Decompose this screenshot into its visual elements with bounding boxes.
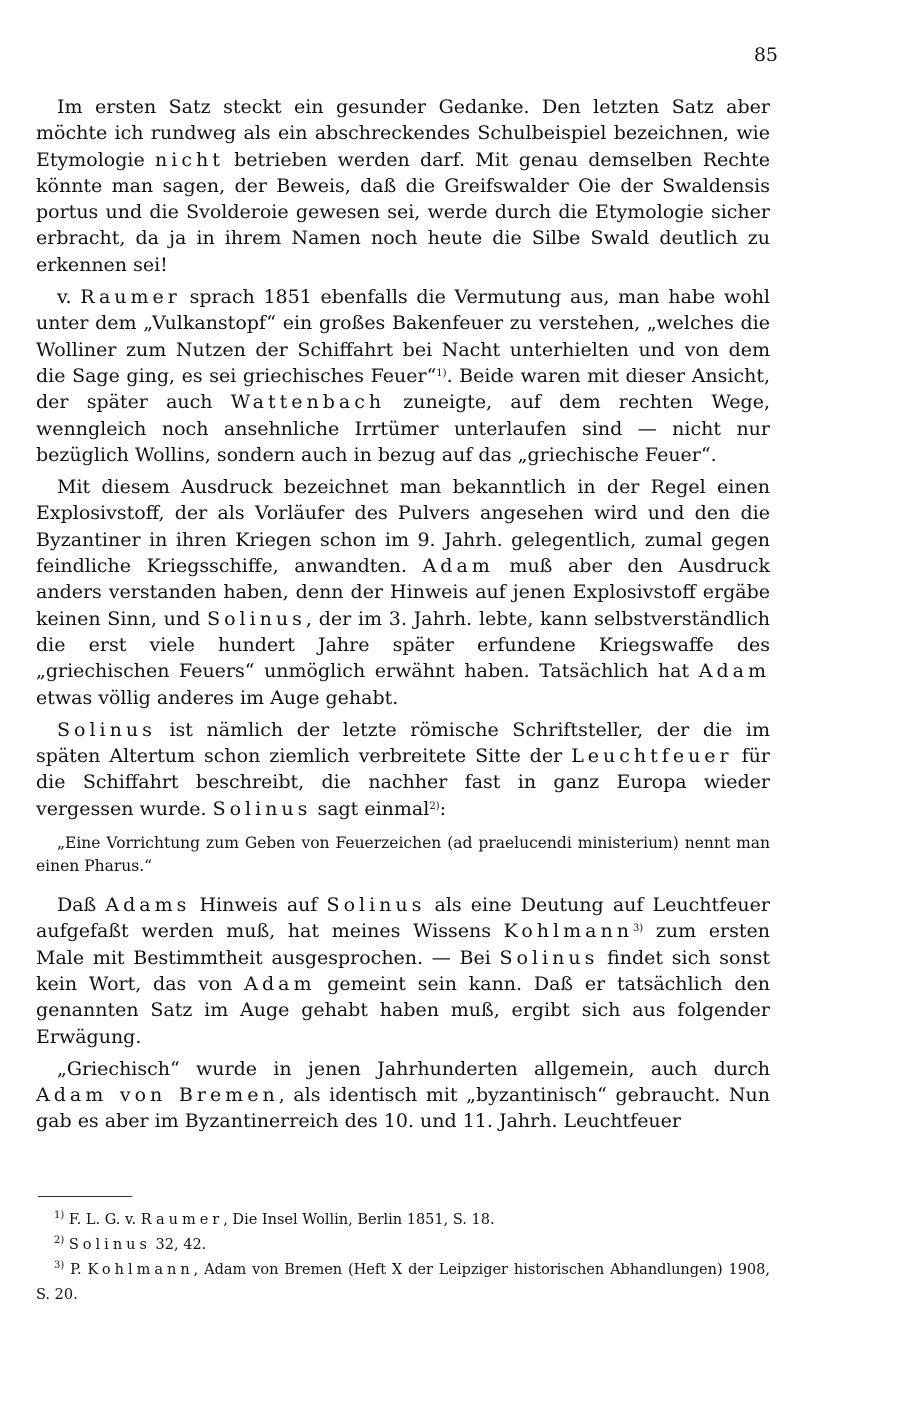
footnote-mark: 3): [54, 1260, 65, 1271]
footnote-divider: [38, 1196, 132, 1197]
block-quote: „Eine Vorrichtung zum Geben von Feuerzeichen (ad praelucendi ministerium) nennt man einen Pharus.“: [36, 834, 770, 876]
text-run: Daß: [57, 894, 106, 917]
spaced-name: Leuchtfeuer: [571, 745, 733, 768]
page-number: 85: [753, 44, 778, 66]
spaced-name: Solinus: [68, 1237, 151, 1253]
text-run: F. L. G. v.: [68, 1212, 141, 1228]
footnote-mark: 2): [54, 1235, 65, 1246]
spaced-name: Solinus: [57, 718, 156, 741]
paragraph-4: [36, 717, 770, 822]
spaced-name: Adam: [698, 660, 770, 683]
footnote-ref: 2): [429, 800, 440, 812]
spaced-name: Raumer: [80, 286, 181, 309]
body-text: [36, 94, 770, 1141]
spaced-name: nicht: [155, 148, 224, 171]
text-run: 32, 42.: [150, 1237, 207, 1253]
spaced-name: Solinus: [212, 797, 312, 820]
text-run: , Die Insel Wollin, Berlin 1851, S. 18.: [223, 1212, 495, 1228]
text-run: Hinweis auf: [190, 894, 327, 917]
footnote-1: [36, 1208, 770, 1233]
spaced-name: Adam von Bremen: [36, 1084, 279, 1107]
text-run: , als identisch mit „byzantinisch“ gebraucht. Nun gab es aber im Byzantinerreich des 10. und 11. Jahrh. Leuchtfeuer: [36, 1084, 770, 1133]
spaced-name: Raumer: [140, 1212, 224, 1228]
text-run: , Adam von Bremen (Heft X der Leipziger historischen Abhandlungen) 1908, S. 20.: [36, 1262, 770, 1303]
spaced-name: Kohlmann: [503, 920, 633, 943]
spaced-name: Wattenbach: [230, 391, 386, 414]
text-run: gemeint sein kann. Daß er tatsächlich den genannten Satz im Auge gehabt haben muß, ergibt sich aus folgender Erwägung.: [36, 972, 770, 1048]
footnote-2: [36, 1233, 770, 1258]
spaced-name: Kohlmann: [87, 1262, 194, 1278]
text-run: :: [439, 797, 447, 820]
text-run: Im ersten Satz steckt ein gesunder Gedanke. Den letzten Satz aber möchte ich rundweg als ein abschreckendes Schulbeispiel bezeichnen, wie Etymologie: [36, 96, 770, 171]
footnote-3: [36, 1258, 770, 1308]
spaced-name: Solinus: [499, 946, 599, 969]
spaced-name: Solinus: [326, 894, 426, 917]
text-run: etwas völlig anderes im Auge gehabt.: [36, 686, 399, 709]
text-run: sagt einmal: [311, 797, 430, 820]
spaced-name: Adams: [105, 894, 191, 917]
spaced-name: Adam: [244, 972, 316, 995]
text-run: betrieben werden darf. Mit genau demselben Rechte könnte man sagen, der Beweis, daß die Greifswalder Oie der Swaldensis portus und die Svolderoie gewesen sei, werde durch die Etymologie sicher erbracht, da ja in ihrem Namen noch heute die Silbe Swald deutlich zu erkennen sei!: [36, 148, 771, 276]
paragraph-5: [36, 892, 770, 1050]
text-run: Mit diesem Ausdruck bezeichnet man bekanntlich in der Regel einen Explosivstoff, der als Vorläufer des Pulvers angesehen wird und den die Byzantiner in ihren Kriegen schon im 9. Jahrh. gelegentlich, zumal gegen feindliche Kriegsschiffe, anwandten.: [36, 476, 770, 578]
text-run: . Beide waren mit dieser Ansicht, der später auch: [36, 364, 770, 414]
footnotes: [36, 1208, 770, 1308]
paragraph-6: [36, 1056, 770, 1135]
text-run: „Griechisch“ wurde in jenen Jahrhunderten allgemein, auch durch: [57, 1057, 770, 1080]
paragraph-2: [36, 284, 770, 468]
text-run: für die Schiffahrt beschreibt, die nachher fast in ganz Europa wieder vergessen wurde.: [36, 745, 770, 820]
text-run: , der im 3. Jahrh. lebte, kann selbstverständlich die erst viele hundert Jahre später erfundene Kriegswaffe des „griechischen Feuers“ unmöglich erwähnt haben. Tatsächlich hat: [36, 607, 771, 683]
spaced-name: Adam: [422, 555, 494, 578]
paragraph-1: [36, 94, 770, 278]
text-run: muß aber den Ausdruck anders verstanden haben, denn der Hinweis auf jenen Explosivstoff ergäbe keinen Sinn, und: [36, 555, 770, 630]
paragraph-3: [36, 474, 770, 711]
text-run: P.: [70, 1262, 88, 1278]
text-run: als eine Deutung auf Leuchtfeuer aufgefaßt werden muß, hat meines Wissens: [36, 894, 770, 943]
spaced-name: Solinus: [207, 607, 306, 630]
text-run: findet sich sonst kein Wort, das von: [36, 946, 771, 995]
text-run: v.: [57, 286, 81, 309]
footnote-ref: 3): [632, 923, 644, 935]
footnote-ref: 1): [436, 367, 447, 379]
text-run: ist nämlich der letzte römische Schriftsteller, der die im späten Altertum schon ziemlich verbreitete Sitte der: [36, 718, 770, 768]
text-run: sprach 1851 ebenfalls die Vermutung aus, man habe wohl unter dem „Vulkanstopf“ ein großes Bakenfeuer zu verstehen, „welches die Wolliner zum Nutzen der Schiffahrt bei Nacht unterhielten und von dem die Sage ging, es sei griechisches Feuer“: [36, 286, 771, 387]
text-run: zum ersten Male mit Bestimmtheit ausgesprochen. — Bei: [36, 920, 770, 969]
footnote-mark: 1): [54, 1210, 65, 1221]
text-run: zuneigte, auf dem rechten Wege, wenngleich noch ansehnliche Irrtümer unterlaufen sind — nicht nur bezüglich Wollins, sondern auch in bezug auf das „griechische Feuer“.: [36, 391, 770, 466]
